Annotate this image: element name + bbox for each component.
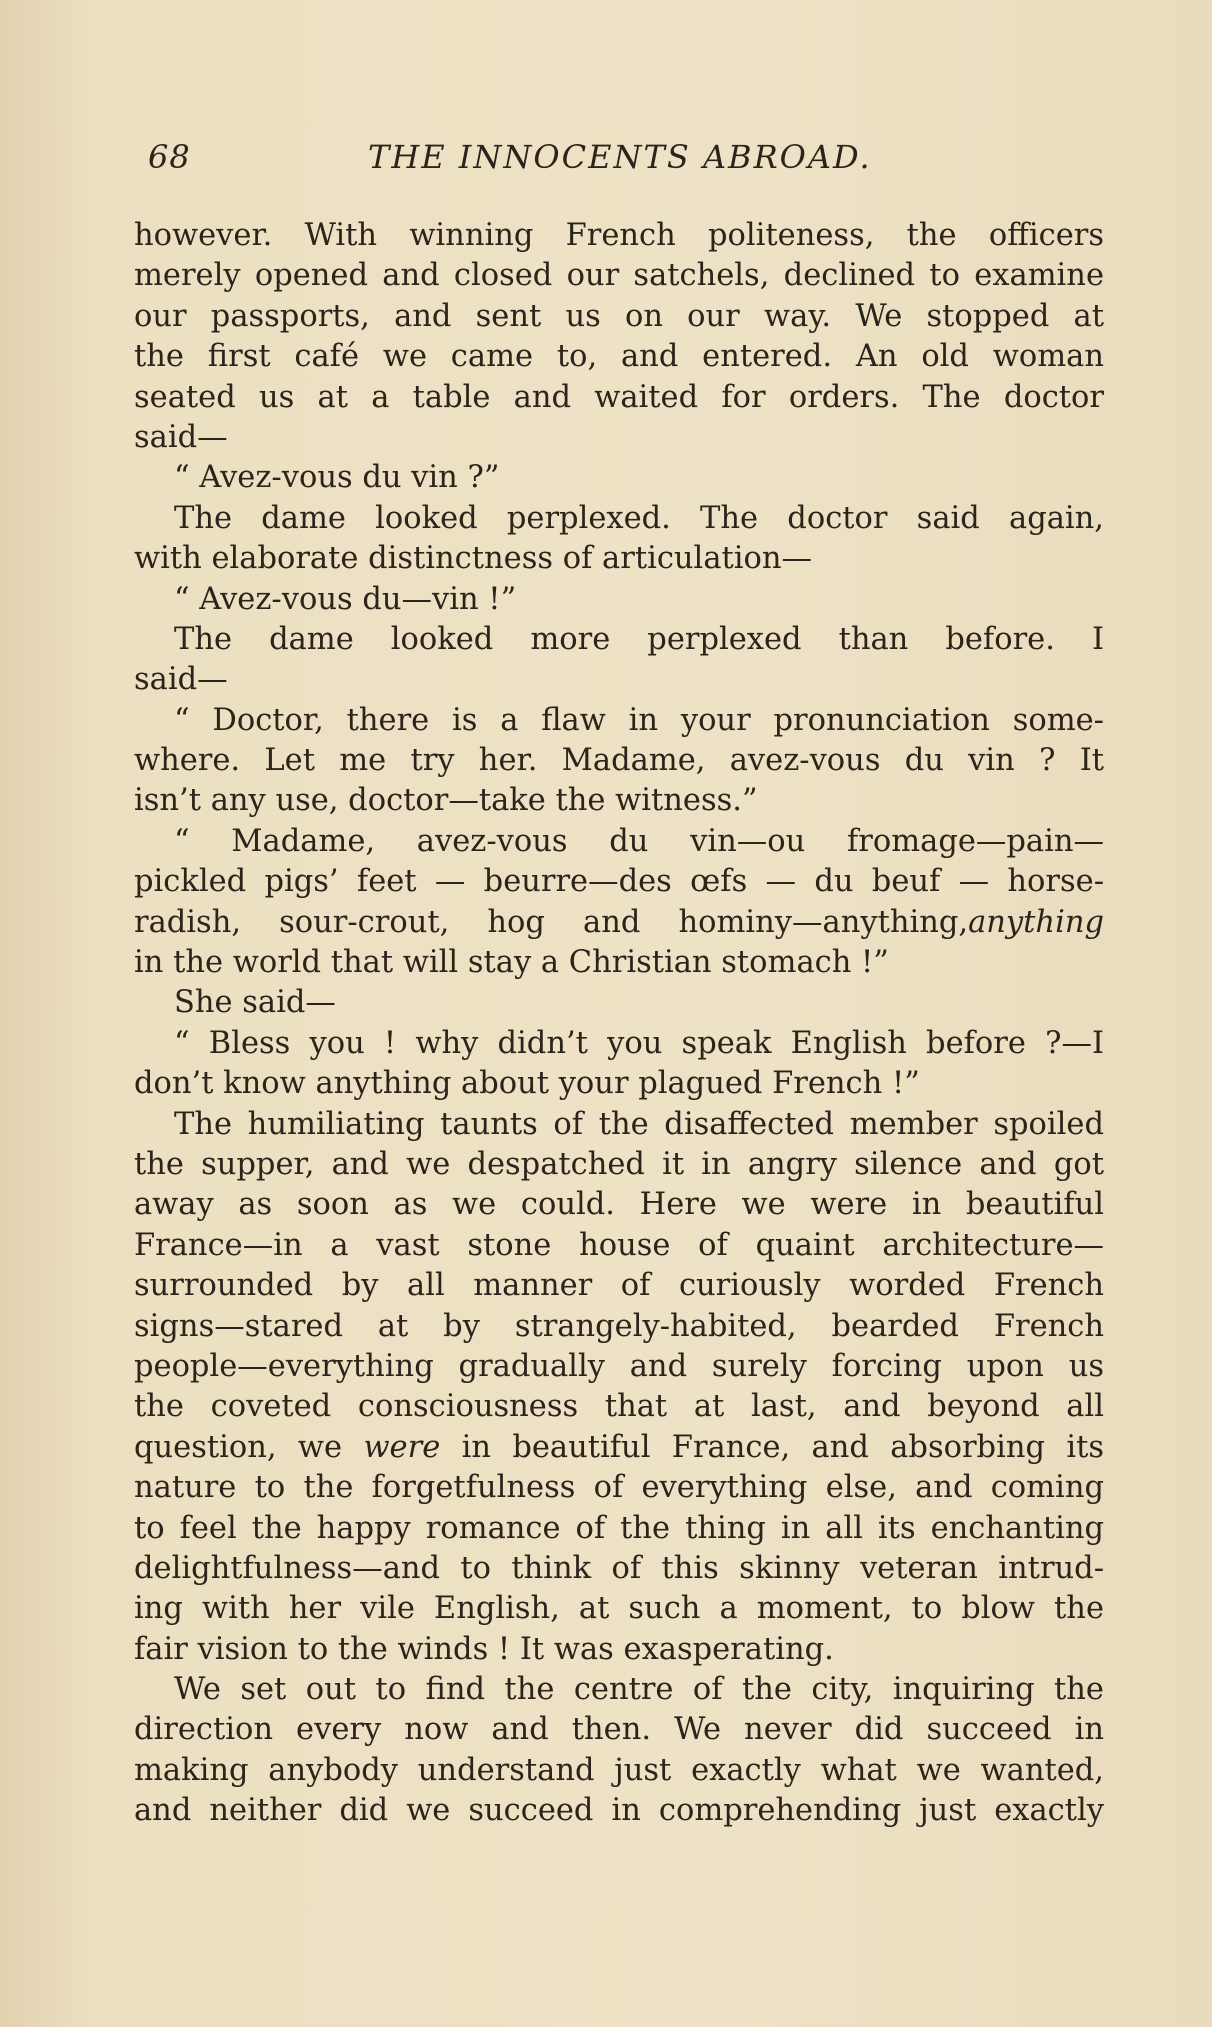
- text-line: The dame looked perplexed. The doctor said again,: [174, 500, 1104, 536]
- text-line: delightfulness—and to think of this skinny veteran intrud-: [134, 1550, 1104, 1586]
- text-line: don’t know anything about your plagued French !”: [134, 1066, 920, 1102]
- text-line: making anybody understand just exactly what we wanted,: [134, 1752, 1104, 1788]
- text-line: seated us at a table and waited for orders. The doctor: [134, 379, 1104, 415]
- text-line: signs—stared at by strangely-habited, bearded French: [134, 1308, 1104, 1344]
- text-line: “ Avez-vous du—vin !”: [174, 581, 517, 617]
- text-segment: question, we: [134, 1429, 343, 1465]
- text-line: France—in a vast stone house of quaint architecture—: [134, 1227, 1104, 1263]
- text-line: We set out to find the centre of the city, inquiring the: [174, 1672, 1104, 1708]
- text-line: The dame looked more perplexed than before. I: [174, 621, 1104, 657]
- text-line: ing with her vile English, at such a moment, to blow the: [134, 1591, 1104, 1627]
- text-line: “ Madame, avez-vous du vin—ou fromage—pain—: [174, 823, 1104, 859]
- italic-text: were: [363, 1429, 441, 1465]
- text-line: to feel the happy romance of the thing in all its enchanting: [134, 1510, 1104, 1546]
- text-line: and neither did we succeed in comprehending just exactly: [134, 1793, 1104, 1829]
- page-header: [148, 138, 1118, 188]
- text-line: said—: [134, 662, 228, 698]
- text-line: the coveted consciousness that at last, and beyond all: [134, 1389, 1104, 1425]
- page-number: 68: [148, 138, 191, 176]
- text-line: direction every now and then. We never did succeed in: [134, 1712, 1104, 1748]
- text-line: the supper, and we despatched it in angry silence and got: [134, 1146, 1104, 1182]
- text-segment: in beautiful France, and absorbing its: [461, 1429, 1105, 1465]
- text-line: where. Let me try her. Madame, avez-vous du vin ? It: [134, 743, 1104, 779]
- text-line: our passports, and sent us on our way. We stopped at: [134, 298, 1104, 334]
- text-line: however. With winning French politeness, the officers: [134, 218, 1104, 253]
- text-line: with elaborate distinctness of articulation—: [134, 541, 813, 577]
- text-line: surrounded by all manner of curiously worded French: [134, 1268, 1104, 1304]
- body-text: [134, 216, 1104, 1832]
- text-line: pickled pigs’ feet — beurre—des œfs — du beuf — horse-: [134, 864, 1104, 900]
- text-line: “ Avez-vous du vin ?”: [174, 460, 500, 496]
- text-line: “ Doctor, there is a flaw in your pronunciation some-: [174, 702, 1104, 738]
- text-line: in the world that will stay a Christian stomach !”: [134, 945, 889, 981]
- text-line: The humiliating taunts of the disaffected member spoiled: [174, 1106, 1104, 1142]
- text-line: [134, 1428, 1104, 1468]
- text-line: nature to the forgetfulness of everything else, and coming: [134, 1470, 1104, 1506]
- text-line: said—: [134, 419, 228, 455]
- running-head: THE INNOCENTS ABROAD.: [368, 138, 872, 176]
- text-line: “ Bless you ! why didn’t you speak English before ?—I: [174, 1025, 1104, 1061]
- text-line: [134, 903, 1104, 943]
- text-segment: radish, sour-crout, hog and hominy—anything,: [134, 904, 969, 940]
- text-line: merely opened and closed our satchels, declined to examine: [134, 258, 1104, 294]
- text-line: away as soon as we could. Here we were in beautiful: [134, 1187, 1104, 1223]
- text-line: the first café we came to, and entered. An old woman: [134, 339, 1104, 375]
- italic-text: anything: [968, 904, 1104, 940]
- text-line: isn’t any use, doctor—take the witness.”: [134, 783, 758, 819]
- text-line: fair vision to the winds ! It was exasperating.: [134, 1631, 834, 1667]
- text-line: people—everything gradually and surely forcing upon us: [134, 1348, 1104, 1384]
- text-line: She said—: [174, 985, 336, 1021]
